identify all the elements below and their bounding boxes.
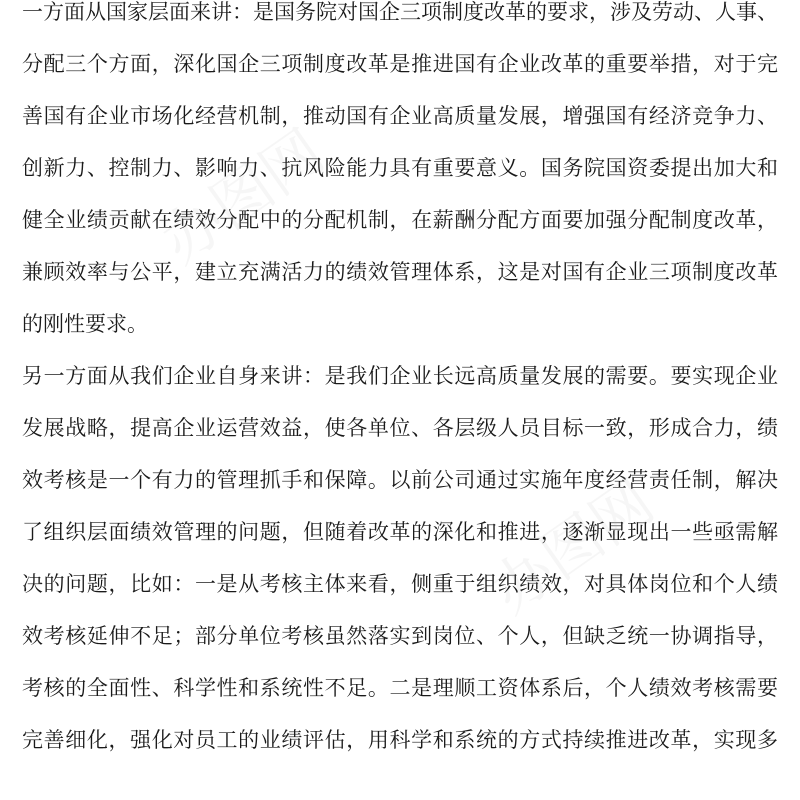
- text-line: 善国有企业市场化经营机制，推动国有企业高质量发展，增强国有经济竞争力、: [22, 104, 778, 128]
- text-line: 健全业绩贡献在绩效分配中的分配机制，在薪酬分配方面要加强分配制度改革，: [22, 208, 778, 232]
- text-line: 发展战略，提高企业运营效益，使各单位、各层级人员目标一致，形成合力，绩: [22, 416, 778, 440]
- document-body: [22, 0, 778, 766]
- text-line: 创新力、控制力、影响力、抗风险能力具有重要意义。国务院国资委提出加大和: [22, 156, 778, 180]
- paragraph-national-level: [22, 0, 778, 350]
- text-line: 完善细化，强化对员工的业绩评估，用科学和系统的方式持续推进改革，实现多: [22, 728, 778, 752]
- text-line: 一方面从国家层面来讲：是国务院对国企三项制度改革的要求，涉及劳动、人事、: [22, 0, 778, 24]
- text-line: 分配三个方面，深化国企三项制度改革是推进国有企业改革的重要举措，对于完: [22, 52, 778, 76]
- text-line: 考核的全面性、科学性和系统性不足。二是理顺工资体系后，个人绩效考核需要: [22, 676, 778, 700]
- text-line: 的刚性要求。: [22, 312, 148, 336]
- text-line: 效考核延伸不足；部分单位考核虽然落实到岗位、个人，但缺乏统一协调指导，: [22, 624, 778, 648]
- text-line: 另一方面从我们企业自身来讲：是我们企业长远高质量发展的需要。要实现企业: [22, 364, 778, 388]
- text-line: 决的问题，比如：一是从考核主体来看，侧重于组织绩效，对具体岗位和个人绩: [22, 572, 778, 596]
- watermark: 办图网: [149, 116, 337, 278]
- text-line: 效考核是一个有力的管理抓手和保障。以前公司通过实施年度经营责任制，解决: [22, 468, 778, 492]
- text-line: 兼顾效率与公平，建立充满活力的绩效管理体系，这是对国有企业三项制度改革: [22, 260, 778, 284]
- paragraph-enterprise-level: [22, 350, 778, 766]
- text-line: 了组织层面绩效管理的问题，但随着改革的深化和推进，逐渐显现出一些亟需解: [22, 520, 778, 544]
- watermark: 办图网: [479, 466, 667, 628]
